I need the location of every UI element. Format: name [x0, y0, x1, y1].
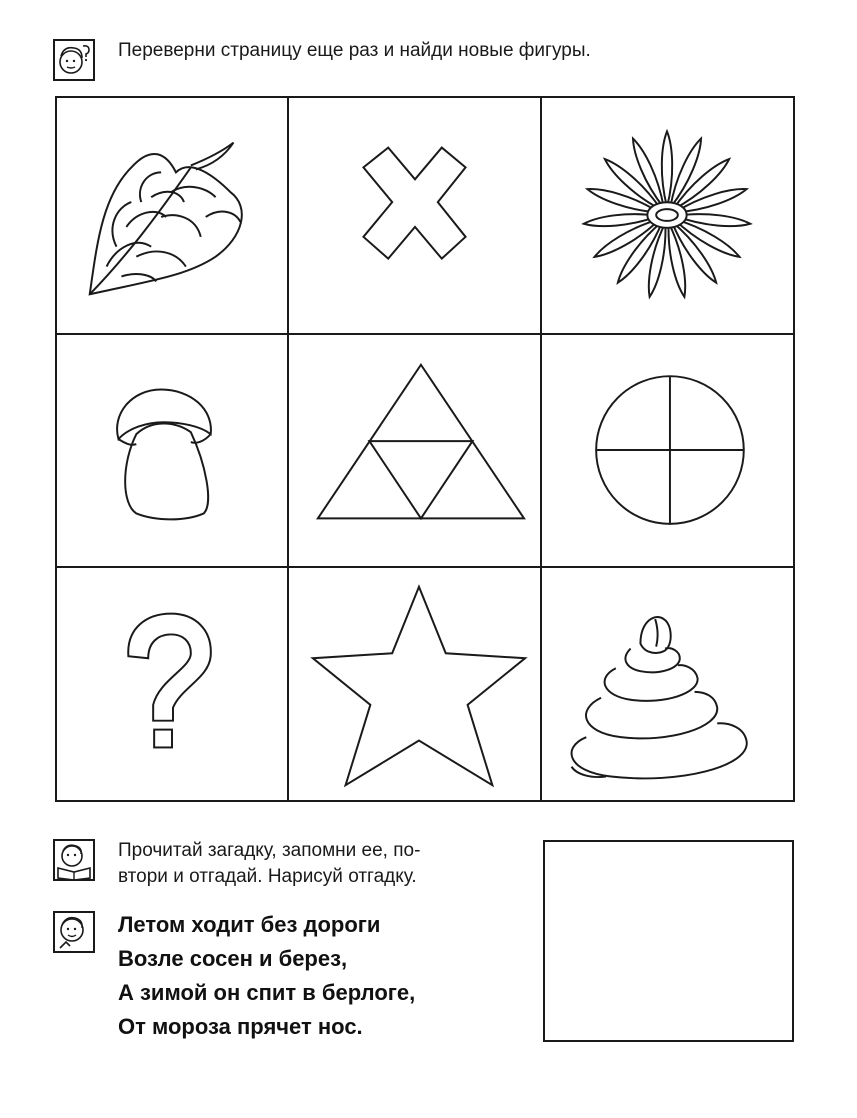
poem-line: Летом ходит без дороги [118, 912, 381, 937]
child-thinking-icon [52, 38, 96, 82]
instruction-riddle-line: Прочитай загадку, запомни ее, по- [118, 840, 421, 861]
leaf-icon [57, 98, 287, 333]
instruction-riddle-line: втори и отгадай. Нарисуй отгадку. [118, 866, 417, 887]
grid-cell [542, 335, 793, 568]
grid-cell [289, 98, 542, 335]
question-mark-icon [57, 568, 287, 800]
grid-cell [57, 335, 289, 568]
daisy-flower-icon [542, 98, 793, 333]
pyramid-toy-icon [542, 568, 793, 800]
child-reading-icon [52, 838, 96, 882]
riddle-poem [118, 908, 415, 1044]
star-icon [289, 568, 540, 800]
grid-cell [57, 98, 289, 335]
poem-line: От мороза прячет нос. [118, 1014, 363, 1039]
instruction-find-figures: Переверни страницу еще раз и найди новые фигуры. [118, 40, 591, 61]
child-pointing-icon [52, 910, 96, 954]
grid-cell [542, 568, 793, 800]
instruction-riddle [118, 838, 518, 890]
answer-drawing-box[interactable] [543, 840, 794, 1042]
poem-line: А зимой он спит в берлоге, [118, 980, 416, 1005]
cross-icon [289, 98, 540, 333]
grid-cell [289, 568, 542, 800]
grid-cell [542, 98, 793, 335]
triangle-icon [289, 335, 540, 566]
grid-cell [57, 568, 289, 800]
mushroom-icon [57, 335, 287, 566]
figures-grid [55, 96, 795, 802]
poem-line: Возле сосен и берез, [118, 946, 348, 971]
circle-icon [542, 335, 793, 566]
grid-cell [289, 335, 542, 568]
